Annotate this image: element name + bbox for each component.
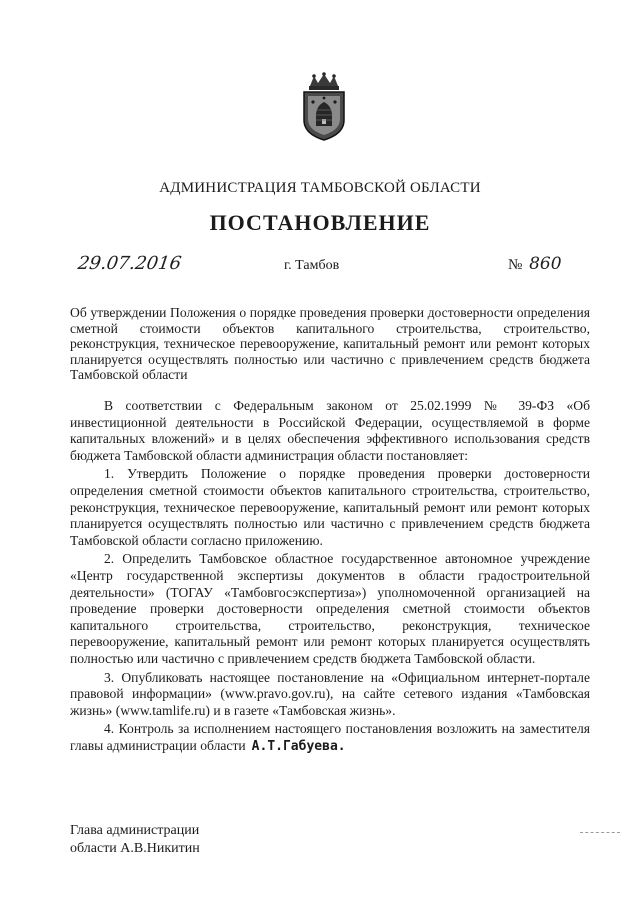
organization-name: АДМИНИСТРАЦИЯ ТАМБОВСКОЙ ОБЛАСТИ xyxy=(159,180,481,196)
deputy-name-stamp: А.Т.Габуева. xyxy=(251,738,346,754)
item-4-text: 4. Контроль за исполнением настоящего постановления возложить на заместителя главы администрации области xyxy=(70,721,590,753)
preamble-paragraph: В соответствии с Федеральным законом от 25.02.1999 № 39-ФЗ «Об инвестиционной деятельности в Российской Федерации, осуществляемой в форме капитальных вложений» и в целях обеспечения эффективного использования средств бюджета Тамбовской области администрация области постановляет: xyxy=(70,398,590,463)
signature-block xyxy=(70,822,200,858)
document-number xyxy=(508,254,562,274)
document-type-title: ПОСТАНОВЛЕНИЕ xyxy=(209,210,431,235)
number-value: 860 xyxy=(529,254,562,274)
document-date: 29.07.2016 xyxy=(76,253,183,274)
document-body xyxy=(70,398,590,757)
number-prefix: № xyxy=(508,257,523,273)
item-3-paragraph: 3. Опубликовать настоящее постановление на «Официальном интернет-портале правовой информации» (www.pravo.gov.ru), на сайте сетевого издания «Тамбовская жизнь» (www.tamlife.ru) и в газете «Тамбовская жизнь». xyxy=(70,669,590,718)
coat-of-arms-icon xyxy=(296,72,352,142)
signature-name: области А.В.Никитин xyxy=(70,841,200,856)
signature-title: Глава администрации xyxy=(70,823,200,838)
item-1-paragraph: 1. Утвердить Положение о порядке проведения проверки достоверности определения сметной стоимости объектов капитального строительства, строительство, реконструкция, техническое перевооружение, капитальный ремонт или ремонт которых планируется осуществлять полностью или частично с привлечением средств бюджета Тамбовской области согласно приложению. xyxy=(70,466,590,548)
scan-mark xyxy=(580,832,620,834)
document-city: г. Тамбов xyxy=(284,258,340,273)
item-4-paragraph xyxy=(70,721,590,755)
document-subject: Об утверждении Положения о порядке проведения проверки достоверности определения сметной стоимости объектов капитального строительства, строительство, реконструкция, техническое перевооружение, капитальный ремонт или ремонт которых планируется осуществлять полностью или частично с привлечением средств бюджета Тамбовской области xyxy=(70,305,590,382)
item-2-paragraph: 2. Определить Тамбовское областное государственное автономное учреждение «Центр государственной экспертизы документов в области градостроительной деятельности» (ТОГАУ «Тамбовгосэкспертиза») уполномоченной организацией на проведение проверки достоверности определения сметной стоимости объектов капитального строительства, строительство, реконструкция, техническое перевооружение, капитальный ремонт или ремонт которых планируется осуществлять полностью или частично с привлечением средств бюджета Тамбовской области. xyxy=(70,551,590,666)
